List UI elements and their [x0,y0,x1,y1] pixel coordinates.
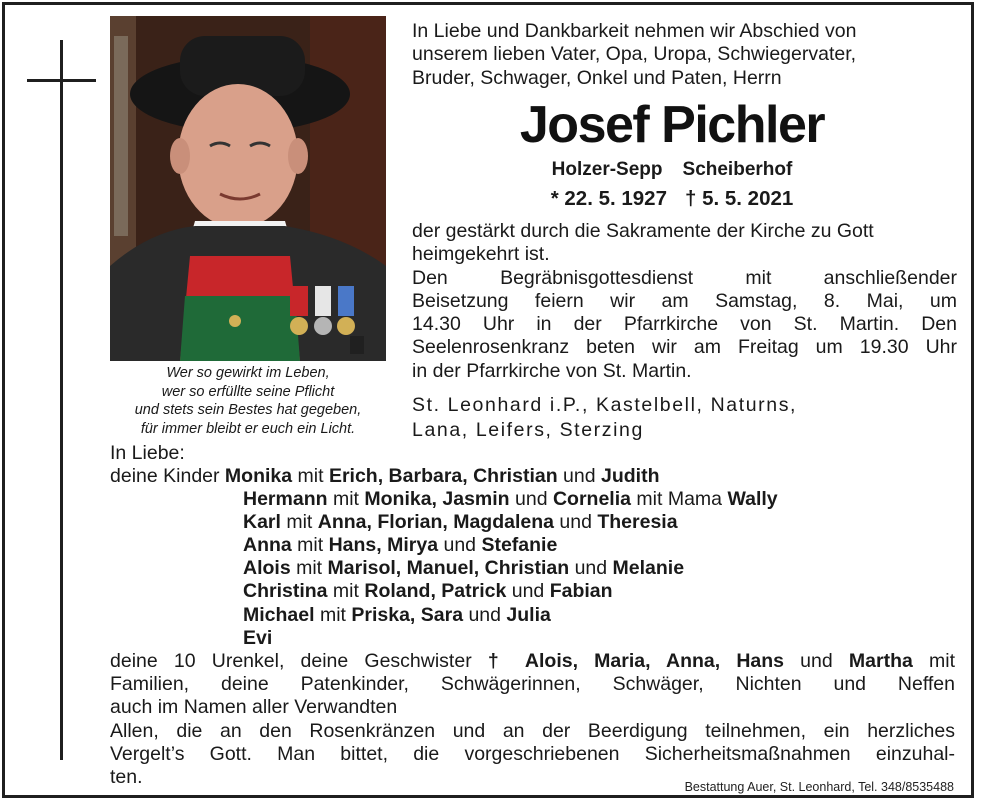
children-prefix: deine Kinder [110,465,220,487]
closing-line: Vergelt’s Gott. Man bittet, die vorgeschriebenen Sicherheitsmaßnahmen einzuhal- [110,742,955,765]
verse-line: Wer so gewirkt im Leben, [166,365,330,381]
partner-names: Priska, Sara [351,603,464,626]
closing-line: auch im Namen aller Verwandten [110,696,398,719]
family-row [110,534,960,557]
nickname-line [412,158,932,182]
farm-name: Scheiberhof [682,159,793,180]
partner-names: Julia [506,603,551,626]
partner-names: Theresia [597,511,678,534]
connector: und [509,488,553,511]
child-name: Evi [243,626,273,649]
connector: und [506,580,550,603]
child-name: Karl [243,511,281,534]
connector: mit [291,534,329,557]
verse-line: und stets sein Bestes hat gegeben, [134,402,362,418]
child-name: Christina [243,580,328,603]
body-line: der gestärkt durch die Sakramente der Kirche zu Gott [412,220,874,242]
connector: und [438,534,482,557]
family-row [110,488,960,511]
connector: und [784,650,849,672]
intro-line: unserem lieben Vater, Opa, Uropa, Schwiegervater, [412,43,857,66]
partner-names: Anna, Florian, Magdalena [317,511,554,534]
connector: mit Mama [631,488,728,511]
connector: mit [327,488,365,511]
partner-names: Wally [727,488,778,511]
nickname: Holzer-Sepp [551,159,663,180]
siblings-names: Martha [848,650,913,672]
memorial-verse [108,364,388,438]
intro-line: Bruder, Schwager, Onkel und Paten, Herrn [412,66,782,89]
body-line: in der Pfarrkirche von St. Martin. [412,359,692,382]
cross-icon [60,40,63,760]
places [412,393,957,443]
family-list [110,465,960,650]
partner-names: Judith [601,465,660,487]
partner-names: Erich, Barbara, Christian [328,465,558,487]
connector: und [557,465,601,487]
deceased-name: Josef Pichler [519,96,825,154]
partner-names: Roland, Patrick [364,580,507,603]
closing-line: Familien, deine Patenkinder, Schwägerinnen, Schwäger, Nichten und Neffen [110,673,955,696]
life-dates [412,186,932,212]
portrait-photo [110,16,386,361]
body-line: Seelenrosenkranz beten wir am Freitag um 19.30 Uhr [412,336,957,359]
family-row [110,511,960,534]
places-line: St. Leonhard i.P., Kastelbell, Naturns, [412,394,798,416]
closing-line: Allen, die an den Rosenkränzen und an der Beerdigung teilnehmen, ein herzliches [110,719,955,742]
verse-line: wer so erfüllte seine Pflicht [161,383,335,400]
closing-text [110,650,955,789]
connector: mit [292,465,329,487]
closing-line: ten. [110,766,143,789]
body-line: 14.30 Uhr in der Pfarrkirche von St. Martin. Den [412,313,957,336]
intro-line: In Liebe und Dankbarkeit nehmen wir Abschied von [412,20,857,42]
child-name: Michael [243,603,315,626]
verse-line: für immer bleibt er euch ein Licht. [140,420,356,437]
partner-names: Melanie [612,557,685,580]
closing-line [110,650,955,673]
child-name: Alois [243,557,291,580]
family-row [110,604,960,627]
partner-names: Stefanie [481,534,558,557]
closing-fragment: deine 10 Urenkel, deine Geschwister [110,650,488,672]
connector: mit [314,603,352,626]
child-name: Anna [243,534,292,557]
connector: und [553,511,598,534]
family-row [110,580,960,603]
places-line: Lana, Leifers, Sterzing [412,419,644,441]
partner-names: Fabian [549,580,613,603]
funeral-details [412,220,957,383]
connector: mit [280,511,318,534]
cross-icon-bar [27,79,96,82]
connector: und [569,557,613,580]
birth-date: * 22. 5. 1927 [550,187,667,210]
family-row [110,465,960,488]
siblings-names: † Alois, Maria, Anna, Hans [487,650,785,672]
partner-names: Hans, Mirya [328,534,439,557]
connector: und [463,603,507,626]
in-liebe-heading: In Liebe: [110,442,185,464]
closing-fragment: mit [912,650,956,672]
child-name: Hermann [243,488,328,511]
family-row [110,557,960,580]
connector: mit [290,557,328,580]
death-date: † 5. 5. 2021 [684,187,794,210]
intro-text [412,20,957,90]
partner-names: Cornelia [552,488,631,511]
connector: mit [327,580,365,603]
body-line: heimgekehrt ist. [412,243,550,266]
family-row [110,627,960,650]
body-line: Den Begräbnisgottesdienst mit anschließender [412,266,957,289]
funeral-home-contact: Bestattung Auer, St. Leonhard, Tel. 348/8535488 [684,780,954,794]
partner-names: Monika, Jasmin [364,488,510,511]
partner-names: Marisol, Manuel, Christian [327,557,570,580]
body-line: Beisetzung feiern wir am Samstag, 8. Mai, um [412,289,957,312]
child-name: Monika [224,465,293,487]
